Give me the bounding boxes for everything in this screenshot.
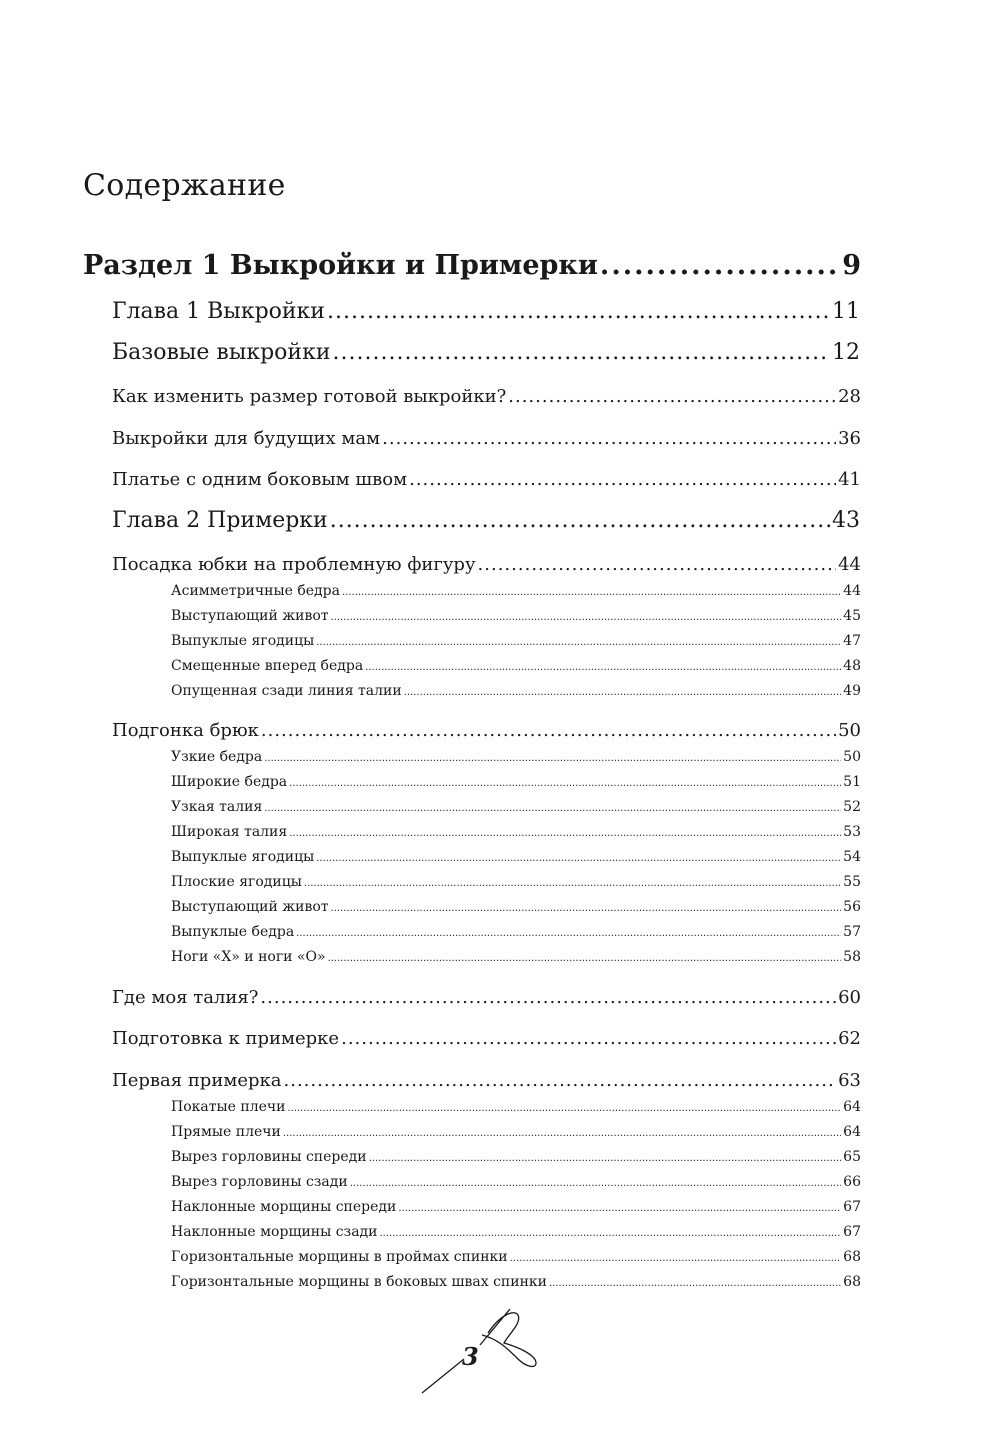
toc-entry bbox=[112, 554, 861, 575]
dot-leader bbox=[382, 428, 836, 449]
toc-entry-title: Прямые плечи bbox=[171, 1124, 281, 1140]
toc-entry bbox=[171, 924, 861, 940]
toc-entry bbox=[112, 720, 861, 741]
page-number: 3 bbox=[462, 1342, 479, 1371]
toc-entry-title: Первая примерка bbox=[112, 1070, 282, 1091]
toc-entry bbox=[112, 428, 861, 449]
toc-entry bbox=[171, 1249, 861, 1265]
toc-entry-title: Горизонтальные морщины в боковых швах спинки bbox=[171, 1274, 547, 1290]
toc-entry-title: Где моя талия? bbox=[112, 987, 259, 1008]
toc-entry-page: 66 bbox=[843, 1174, 861, 1190]
toc-entry bbox=[171, 949, 861, 965]
toc-entry-title: Горизонтальные морщины в проймах спинки bbox=[171, 1249, 508, 1265]
toc-entry-title: Подготовка к примерке bbox=[112, 1028, 340, 1049]
page-number-ornament bbox=[418, 1305, 548, 1405]
toc-entry-page: 50 bbox=[843, 749, 861, 765]
toc-entry-title: Выпуклые ягодицы bbox=[171, 633, 315, 649]
toc-entry-page: 43 bbox=[832, 508, 860, 533]
toc-entry bbox=[171, 749, 861, 765]
toc-entry-title: Узкая талия bbox=[171, 799, 263, 815]
toc-entry bbox=[171, 899, 861, 915]
toc-entry-title: Глава 1 Выкройки bbox=[112, 299, 325, 324]
toc-entry-title: Ноги «Х» и ноги «О» bbox=[171, 949, 326, 965]
dot-leader bbox=[600, 250, 840, 281]
toc-entry-page: 56 bbox=[843, 899, 861, 915]
toc-entry-page: 62 bbox=[838, 1028, 861, 1049]
toc-entry bbox=[171, 583, 861, 599]
toc-entry-title: Широкая талия bbox=[171, 824, 288, 840]
toc-entry-page: 57 bbox=[843, 924, 861, 940]
toc-entry-title: Глава 2 Примерки bbox=[112, 508, 328, 533]
dot-leader bbox=[316, 633, 841, 649]
toc-entry-page: 12 bbox=[832, 340, 860, 365]
toc-entry-page: 67 bbox=[843, 1199, 861, 1215]
toc-entry-title: Базовые выкройки bbox=[112, 340, 331, 365]
toc-entry-title: Плоские ягодицы bbox=[171, 874, 302, 890]
toc-entry-title: Вырез горловины сзади bbox=[171, 1174, 348, 1190]
toc-entry-page: 36 bbox=[838, 428, 861, 449]
dot-leader bbox=[264, 749, 841, 765]
dot-leader bbox=[404, 683, 841, 699]
dot-leader bbox=[478, 554, 837, 575]
toc-entry-title: Смещенные вперед бедра bbox=[171, 658, 364, 674]
toc-entry bbox=[83, 250, 861, 281]
toc-entry bbox=[112, 386, 861, 407]
dot-leader bbox=[365, 658, 841, 674]
toc-entry bbox=[171, 1149, 861, 1165]
toc-entry-page: 11 bbox=[832, 299, 860, 324]
dot-leader bbox=[398, 1199, 841, 1215]
toc-entry-page: 58 bbox=[843, 949, 861, 965]
ornament-stroke bbox=[422, 1359, 464, 1393]
ornament-flourish bbox=[480, 1309, 536, 1366]
dot-leader bbox=[380, 1224, 842, 1240]
dot-leader bbox=[342, 583, 841, 599]
dot-leader bbox=[289, 774, 841, 790]
toc-entry-page: 55 bbox=[843, 874, 861, 890]
dot-leader bbox=[328, 949, 842, 965]
toc-entry bbox=[171, 658, 861, 674]
toc-entry-page: 68 bbox=[843, 1249, 861, 1265]
toc-entry bbox=[171, 849, 861, 865]
toc-entry-page: 44 bbox=[838, 554, 861, 575]
toc-entry bbox=[112, 1028, 861, 1049]
toc-entry-page: 64 bbox=[843, 1124, 861, 1140]
dot-leader bbox=[261, 720, 836, 741]
dot-leader bbox=[327, 299, 830, 324]
toc-entry bbox=[112, 299, 860, 324]
toc-entry bbox=[112, 340, 860, 365]
toc-entry-title: Выпуклые бедра bbox=[171, 924, 295, 940]
toc-entry-page: 51 bbox=[843, 774, 861, 790]
toc-entry bbox=[171, 1224, 861, 1240]
toc-entry-page: 54 bbox=[843, 849, 861, 865]
toc-entry-page: 45 bbox=[843, 608, 861, 624]
toc-entry bbox=[171, 1124, 861, 1140]
toc-entry-title: Наклонные морщины спереди bbox=[171, 1199, 397, 1215]
dot-leader bbox=[331, 608, 842, 624]
toc-entry bbox=[171, 799, 861, 815]
toc-entry bbox=[112, 1070, 861, 1091]
toc-entry-page: 44 bbox=[843, 583, 861, 599]
dot-leader bbox=[289, 824, 841, 840]
dot-leader bbox=[330, 508, 830, 533]
toc-entry-title: Покатые плечи bbox=[171, 1099, 286, 1115]
toc-entry-title: Как изменить размер готовой выкройки? bbox=[112, 386, 507, 407]
toc-entry-page: 50 bbox=[838, 720, 861, 741]
dot-leader bbox=[283, 1124, 841, 1140]
toc-entry-page: 9 bbox=[842, 250, 861, 281]
toc-entry-page: 49 bbox=[843, 683, 861, 699]
dot-leader bbox=[510, 1249, 842, 1265]
toc-entry bbox=[171, 774, 861, 790]
toc-entry bbox=[171, 874, 861, 890]
dot-leader bbox=[341, 1028, 836, 1049]
toc-entry bbox=[171, 1199, 861, 1215]
dot-leader bbox=[549, 1274, 841, 1290]
toc-entry bbox=[171, 1174, 861, 1190]
toc-entry bbox=[171, 683, 861, 699]
dot-leader bbox=[296, 924, 841, 940]
toc-entry-title: Выступающий живот bbox=[171, 899, 329, 915]
toc-entry-page: 60 bbox=[838, 987, 861, 1008]
toc-entry-title: Наклонные морщины сзади bbox=[171, 1224, 378, 1240]
toc-entry bbox=[112, 987, 861, 1008]
toc-entry-page: 52 bbox=[843, 799, 861, 815]
toc-entry-title: Выступающий живот bbox=[171, 608, 329, 624]
toc-entry-title: Вырез горловины спереди bbox=[171, 1149, 367, 1165]
toc-entry-page: 41 bbox=[838, 469, 861, 490]
toc-entry bbox=[171, 608, 861, 624]
toc-entry-title: Посадка юбки на проблемную фигуру bbox=[112, 554, 476, 575]
dot-leader bbox=[369, 1149, 842, 1165]
toc-entry bbox=[171, 633, 861, 649]
toc-entry bbox=[171, 824, 861, 840]
dot-leader bbox=[333, 340, 831, 365]
dot-leader bbox=[284, 1070, 837, 1091]
page-title: Содержание bbox=[83, 168, 286, 203]
dot-leader bbox=[316, 849, 841, 865]
toc-entry bbox=[171, 1274, 861, 1290]
dot-leader bbox=[350, 1174, 841, 1190]
toc-entry-page: 63 bbox=[838, 1070, 861, 1091]
toc-entry-title: Раздел 1 Выкройки и Примерки bbox=[83, 250, 598, 281]
toc-entry-title: Широкие бедра bbox=[171, 774, 288, 790]
dot-leader bbox=[260, 987, 836, 1008]
toc-entry-title: Опущенная сзади линия талии bbox=[171, 683, 402, 699]
toc-entry-title: Асимметричные бедра bbox=[171, 583, 340, 599]
toc-entry-page: 53 bbox=[843, 824, 861, 840]
toc-entry-title: Платье с одним боковым швом bbox=[112, 469, 408, 490]
toc-entry-title: Узкие бедра bbox=[171, 749, 263, 765]
toc-entry-title: Подгонка брюк bbox=[112, 720, 259, 741]
toc-entry-page: 67 bbox=[843, 1224, 861, 1240]
toc-entry-page: 64 bbox=[843, 1099, 861, 1115]
dot-leader bbox=[331, 899, 842, 915]
toc-entry-title: Выкройки для будущих мам bbox=[112, 428, 381, 449]
toc-entry bbox=[171, 1099, 861, 1115]
dot-leader bbox=[304, 874, 841, 890]
toc-entry-page: 68 bbox=[843, 1274, 861, 1290]
toc-entry-title: Выпуклые ягодицы bbox=[171, 849, 315, 865]
dot-leader bbox=[287, 1099, 841, 1115]
dot-leader bbox=[409, 469, 836, 490]
toc-entry bbox=[112, 469, 861, 490]
toc-entry bbox=[112, 508, 860, 533]
toc-entry-page: 47 bbox=[843, 633, 861, 649]
dot-leader bbox=[508, 386, 836, 407]
toc-entry-page: 28 bbox=[838, 386, 861, 407]
toc-entry-page: 65 bbox=[843, 1149, 861, 1165]
toc-entry-page: 48 bbox=[843, 658, 861, 674]
dot-leader bbox=[264, 799, 841, 815]
